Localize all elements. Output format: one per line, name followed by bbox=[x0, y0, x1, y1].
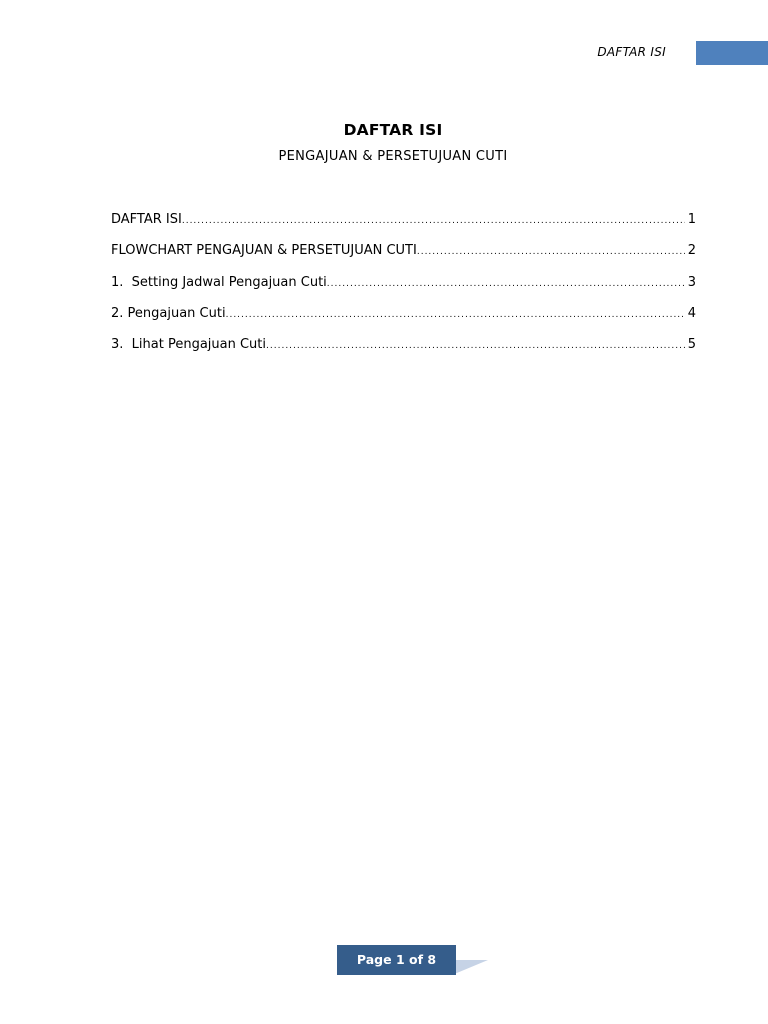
page-number-footer bbox=[337, 945, 489, 977]
document-subtitle: PENGAJUAN & PERSETUJUAN CUTI bbox=[278, 149, 508, 164]
footer-decorative-tail bbox=[452, 960, 488, 975]
toc-dot-leader bbox=[226, 310, 685, 320]
toc-entry-label: 1. Setting Jadwal Pengajuan Cuti bbox=[111, 274, 327, 290]
toc-entry-label: FLOWCHART PENGAJUAN & PERSETUJUAN CUTI bbox=[111, 243, 417, 259]
toc-entry-daftar-isi[interactable] bbox=[111, 212, 696, 243]
toc-page-number: 3 bbox=[687, 274, 696, 290]
toc-dot-leader bbox=[417, 247, 685, 257]
toc-entry-flowchart[interactable] bbox=[111, 243, 696, 274]
toc-dot-leader bbox=[266, 341, 685, 351]
page-number-badge: Page 1 of 8 bbox=[337, 945, 456, 975]
toc-entry-label: 3. Lihat Pengajuan Cuti bbox=[111, 337, 267, 353]
toc-entry-pengajuan-cuti[interactable] bbox=[111, 306, 696, 337]
header-accent-bar bbox=[696, 41, 768, 65]
toc-entry-lihat-pengajuan[interactable] bbox=[111, 337, 696, 368]
toc-entry-label: DAFTAR ISI bbox=[111, 212, 182, 227]
running-header: DAFTAR ISI bbox=[597, 45, 666, 59]
toc-entry-setting-jadwal[interactable] bbox=[111, 275, 696, 306]
toc-page-number: 4 bbox=[687, 305, 696, 321]
document-title: DAFTAR ISI bbox=[343, 121, 443, 139]
table-of-contents bbox=[111, 212, 696, 368]
toc-page-number: 5 bbox=[687, 337, 696, 353]
toc-dot-leader bbox=[327, 279, 685, 289]
toc-page-number: 2 bbox=[687, 243, 696, 259]
toc-dot-leader bbox=[182, 216, 685, 226]
toc-page-number: 1 bbox=[687, 212, 696, 227]
toc-entry-label: 2. Pengajuan Cuti bbox=[111, 305, 226, 321]
